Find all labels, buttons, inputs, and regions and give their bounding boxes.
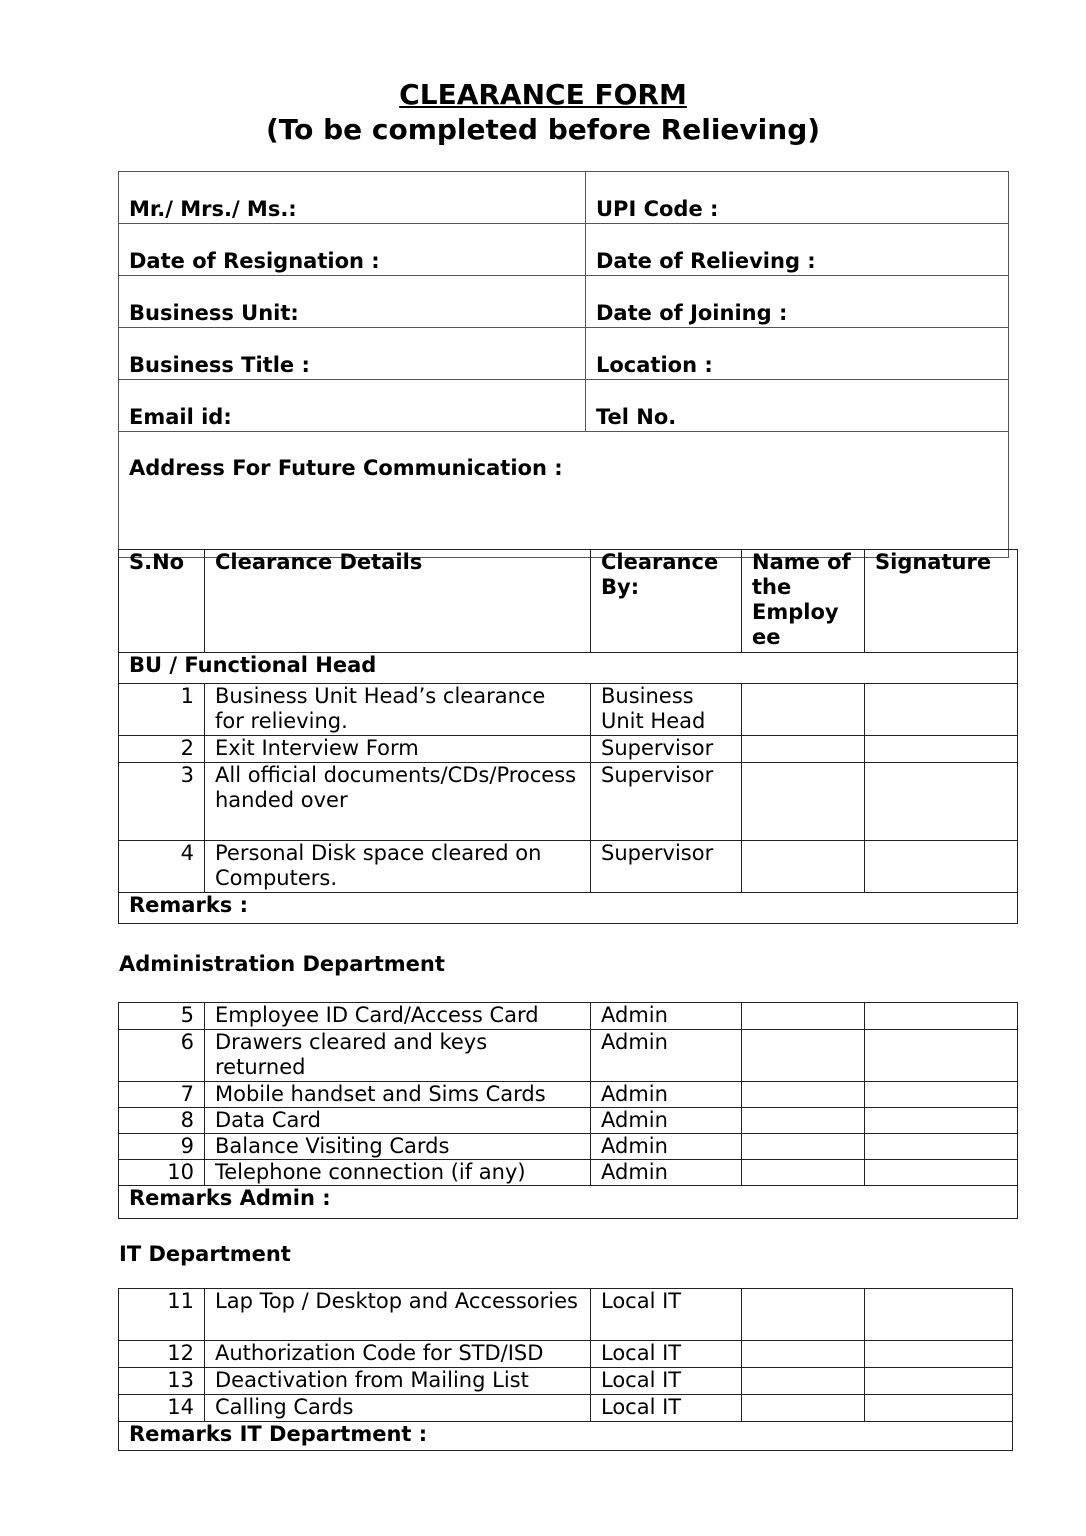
signature-field[interactable] — [865, 684, 1018, 736]
item-clearance-by: Local IT — [591, 1395, 742, 1422]
item-number: 10 — [119, 1160, 205, 1186]
employee-name-field[interactable] — [742, 736, 865, 763]
info-row — [119, 380, 1009, 432]
signature-field[interactable] — [865, 841, 1018, 893]
info-row — [119, 172, 1009, 224]
signature-field[interactable] — [865, 1395, 1013, 1422]
item-detail: Data Card — [205, 1108, 591, 1134]
employee-name-field[interactable] — [742, 763, 865, 841]
signature-field[interactable] — [865, 1108, 1018, 1134]
info-label: Date of Joining : — [586, 276, 1009, 328]
bu-clearance-table — [118, 549, 1018, 924]
remarks-admin[interactable]: Remarks Admin : — [119, 1186, 1018, 1219]
header-clearance-by: Clearance By: — [591, 550, 742, 653]
item-clearance-by: Admin — [591, 1134, 742, 1160]
section-admin-title: Administration Department — [119, 952, 445, 976]
item-clearance-by: Local IT — [591, 1289, 742, 1341]
form-title: CLEARANCE FORM — [399, 78, 687, 111]
table-row — [119, 736, 1018, 763]
item-detail: Employee ID Card/Access Card — [205, 1003, 591, 1030]
item-number: 8 — [119, 1108, 205, 1134]
employee-name-field[interactable] — [742, 841, 865, 893]
item-detail: All official documents/CDs/Process handed over — [205, 763, 591, 841]
table-row — [119, 1134, 1018, 1160]
item-detail: Personal Disk space cleared on Computers. — [205, 841, 591, 893]
item-clearance-by: Supervisor — [591, 841, 742, 893]
table-row — [119, 763, 1018, 841]
signature-field[interactable] — [865, 1160, 1018, 1186]
header-sno: S.No — [119, 550, 205, 653]
header-employee-name: Name of the Employ ee — [742, 550, 865, 653]
remarks-bu[interactable]: Remarks : — [119, 893, 1018, 924]
employee-name-field[interactable] — [742, 684, 865, 736]
signature-field[interactable] — [865, 763, 1018, 841]
employee-name-field[interactable] — [742, 1368, 865, 1395]
info-label: Email id: — [119, 380, 586, 432]
address-label: Address For Future Communication : — [119, 432, 1009, 558]
employee-info-table — [118, 171, 1009, 558]
info-label: Location : — [586, 328, 1009, 380]
info-row — [119, 276, 1009, 328]
employee-name-field[interactable] — [742, 1030, 865, 1082]
table-row — [119, 1289, 1013, 1341]
info-label: Date of Resignation : — [119, 224, 586, 276]
employee-name-field[interactable] — [742, 1341, 865, 1368]
item-detail: Calling Cards — [205, 1395, 591, 1422]
table-row — [119, 1108, 1018, 1134]
address-row — [119, 432, 1009, 558]
item-number: 6 — [119, 1030, 205, 1082]
item-number: 4 — [119, 841, 205, 893]
employee-name-field[interactable] — [742, 1134, 865, 1160]
signature-field[interactable] — [865, 1289, 1013, 1341]
table-row — [119, 1160, 1018, 1186]
section-bu: BU / Functional Head — [119, 653, 1018, 684]
signature-field[interactable] — [865, 736, 1018, 763]
item-number: 9 — [119, 1134, 205, 1160]
employee-name-field[interactable] — [742, 1108, 865, 1134]
item-number: 12 — [119, 1341, 205, 1368]
item-detail: Business Unit Head’s clearance for relieving. — [205, 684, 591, 736]
table-row — [119, 1368, 1013, 1395]
employee-name-field[interactable] — [742, 1003, 865, 1030]
header-signature: Signature — [865, 550, 1018, 653]
table-row — [119, 1082, 1018, 1108]
employee-name-field[interactable] — [742, 1160, 865, 1186]
item-clearance-by: Local IT — [591, 1368, 742, 1395]
header-details: Clearance Details — [205, 550, 591, 653]
item-number: 5 — [119, 1003, 205, 1030]
table-row — [119, 1003, 1018, 1030]
item-number: 1 — [119, 684, 205, 736]
item-clearance-by: Admin — [591, 1003, 742, 1030]
info-label: Tel No. — [586, 380, 1009, 432]
info-label: Date of Relieving : — [586, 224, 1009, 276]
signature-field[interactable] — [865, 1368, 1013, 1395]
remarks-it[interactable]: Remarks IT Department : — [119, 1422, 1013, 1451]
item-clearance-by: Admin — [591, 1160, 742, 1186]
item-clearance-by: Admin — [591, 1108, 742, 1134]
remarks-row — [119, 1422, 1013, 1451]
item-number: 13 — [119, 1368, 205, 1395]
item-clearance-by: Admin — [591, 1082, 742, 1108]
item-detail: Balance Visiting Cards — [205, 1134, 591, 1160]
item-clearance-by: Admin — [591, 1030, 742, 1082]
employee-name-field[interactable] — [742, 1082, 865, 1108]
table-row — [119, 684, 1018, 736]
item-detail: Drawers cleared and keys returned — [205, 1030, 591, 1082]
item-detail: Lap Top / Desktop and Accessories — [205, 1289, 591, 1341]
item-number: 11 — [119, 1289, 205, 1341]
signature-field[interactable] — [865, 1134, 1018, 1160]
info-label: Mr./ Mrs./ Ms.: — [119, 172, 586, 224]
info-label: Business Unit: — [119, 276, 586, 328]
table-row — [119, 841, 1018, 893]
employee-name-field[interactable] — [742, 1289, 865, 1341]
table-row — [119, 1395, 1013, 1422]
info-label: UPI Code : — [586, 172, 1009, 224]
item-clearance-by: Supervisor — [591, 736, 742, 763]
item-number: 14 — [119, 1395, 205, 1422]
item-number: 3 — [119, 763, 205, 841]
remarks-row — [119, 1186, 1018, 1219]
item-number: 2 — [119, 736, 205, 763]
info-row — [119, 328, 1009, 380]
table-row — [119, 1341, 1013, 1368]
item-detail: Deactivation from Mailing List — [205, 1368, 591, 1395]
employee-name-field[interactable] — [742, 1395, 865, 1422]
item-clearance-by: Supervisor — [591, 763, 742, 841]
info-label: Business Title : — [119, 328, 586, 380]
admin-clearance-table — [118, 1002, 1018, 1219]
section-it-title: IT Department — [119, 1242, 291, 1266]
section-row — [119, 653, 1018, 684]
item-clearance-by: Local IT — [591, 1341, 742, 1368]
it-clearance-table — [118, 1288, 1013, 1451]
form-subtitle: (To be completed before Relieving) — [265, 113, 821, 146]
signature-field[interactable] — [865, 1003, 1018, 1030]
item-detail: Mobile handset and Sims Cards — [205, 1082, 591, 1108]
remarks-row — [119, 893, 1018, 924]
signature-field[interactable] — [865, 1030, 1018, 1082]
table-header-row — [119, 550, 1018, 653]
item-detail: Exit Interview Form — [205, 736, 591, 763]
info-row — [119, 224, 1009, 276]
item-clearance-by: Business Unit Head — [591, 684, 742, 736]
item-detail: Authorization Code for STD/ISD — [205, 1341, 591, 1368]
item-detail: Telephone connection (if any) — [205, 1160, 591, 1186]
item-number: 7 — [119, 1082, 205, 1108]
signature-field[interactable] — [865, 1341, 1013, 1368]
signature-field[interactable] — [865, 1082, 1018, 1108]
table-row — [119, 1030, 1018, 1082]
